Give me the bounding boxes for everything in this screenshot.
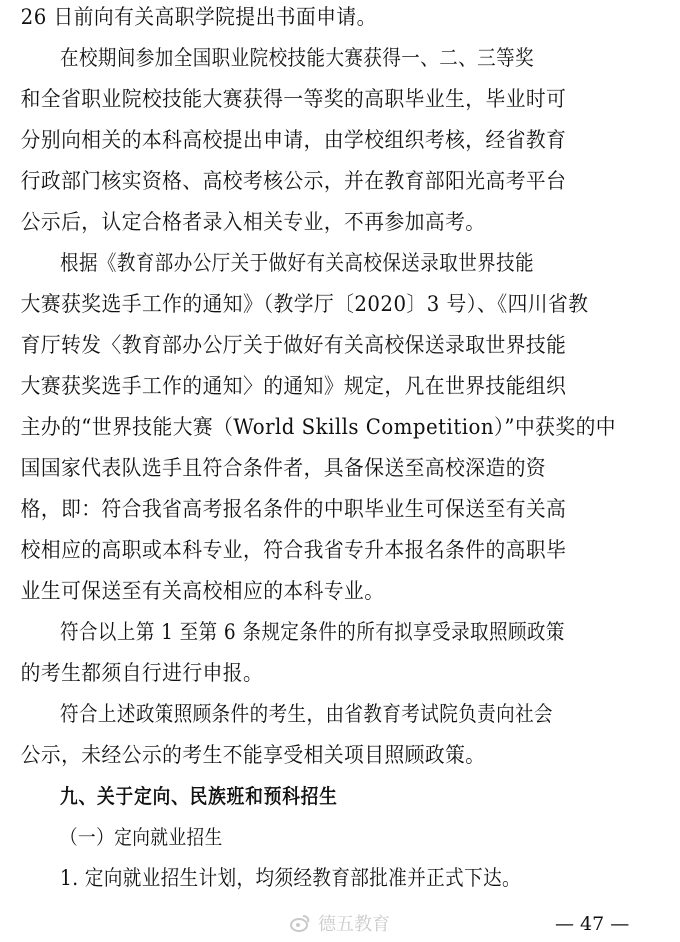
text-line-12: 国国家代表队选手且符合条件者，具备保送至高校深造的资 xyxy=(20,456,547,480)
text-line-14: 校相应的高职或本科专业，符合我省专升本报名条件的高职毕 xyxy=(20,538,567,562)
watermark-text: 德五教育 xyxy=(318,914,390,935)
text-line-2: 在校期间参加全国职业院校技能大赛获得一、二、三等奖 xyxy=(59,46,535,70)
text-line-6: 公示后，认定合格者录入相关专业，不再参加高考。 xyxy=(20,210,486,234)
text-line-15: 业生可保送至有关高校相应的本科专业。 xyxy=(20,579,385,603)
text-line-9: 育厅转发〈教育部办公厅关于做好有关高校保送录取世界技能 xyxy=(20,333,567,357)
text-line-4: 分别向相关的本科高校提出申请，由学校组织考核，经省教育 xyxy=(20,128,567,152)
text-line-11: 主办的“世界技能大赛（World Skills Competition）”中获奖的中 xyxy=(20,415,617,439)
text-line-1: 26 日前向有关高职学院提出书面申请。 xyxy=(20,5,377,29)
text-line-5: 行政部门核实资格、高校考核公示，并在教育部阳光高考平台 xyxy=(20,169,567,193)
text-line-22: 1. 定向就业招生计划，均须经教育部批准并正式下达。 xyxy=(59,866,522,890)
text-line-13: 格，即：符合我省高考报名条件的中职毕业生可保送至有关高 xyxy=(20,497,567,521)
text-line-17: 的考生都须自行进行申报。 xyxy=(20,661,264,685)
text-line-3: 和全省职业院校技能大赛获得一等奖的高职毕业生，毕业时可 xyxy=(20,87,567,111)
subsection-heading: （一）定向就业招生 xyxy=(59,825,223,849)
text-line-10: 大赛获奖选手工作的通知〉的通知》规定，凡在世界技能组织 xyxy=(20,374,567,398)
text-line-7: 根据《教育部办公厅关于做好有关高校保送录取世界技能 xyxy=(59,251,535,275)
weibo-logo-icon xyxy=(288,911,312,935)
page-number: — 47 — xyxy=(555,913,630,935)
watermark xyxy=(288,908,390,938)
text-line-16: 符合以上第 1 至第 6 条规定条件的所有拟享受录取照顾政策 xyxy=(59,620,565,644)
text-line-19: 公示，未经公示的考生不能享受相关项目照顾政策。 xyxy=(20,743,486,767)
text-line-18: 符合上述政策照顾条件的考生，由省教育考试院负责向社会 xyxy=(59,702,554,726)
section-heading: 九、关于定向、民族班和预科招生 xyxy=(59,784,338,808)
text-line-8: 大赛获奖选手工作的通知》（教学厅〔2020〕3 号）、《四川省教 xyxy=(20,292,589,316)
